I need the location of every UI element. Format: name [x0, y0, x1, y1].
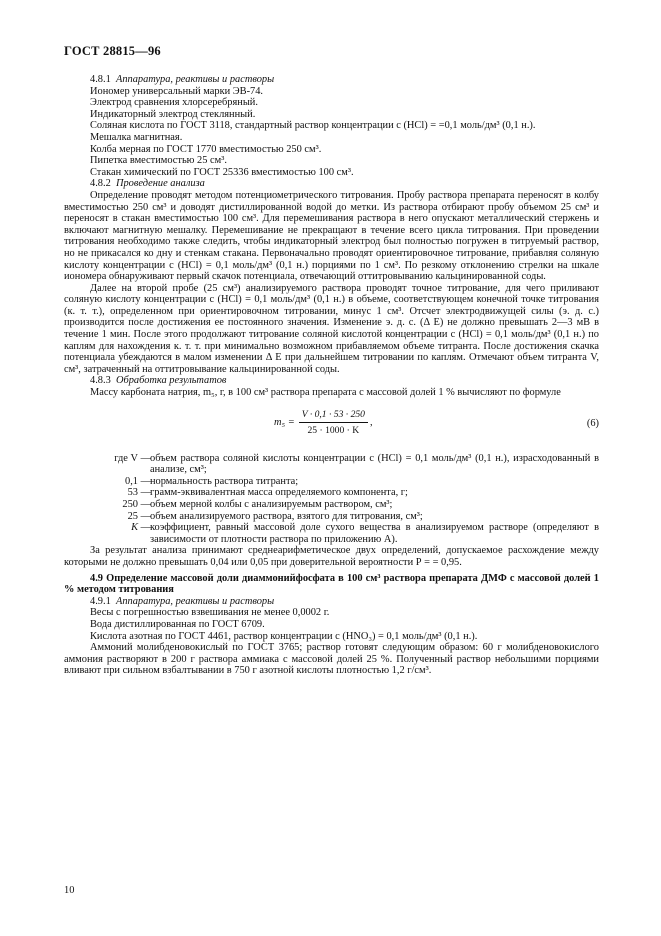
- equipment-item: Пипетка вместимостью 25 см³.: [90, 155, 227, 167]
- definition-row: 0,1 — нормальность раствора титранта;: [64, 476, 599, 488]
- paragraph: Далее на второй пробе (25 см³) анализируемого раствора проводят точное титрование, для чего приливают соляную кислоту концентрации с (НСl) = 0,1 моль/дм³ (0,1 н.) в объеме, соответствующем конечной точке титрования (к. т. т.), определенном при ориентировочном титровании, минус 1 см³. Отсчет электродвижущей силы (э. д. с.) производится после достижения ее постоянного значения. Изменение э. д. с. (Δ Е) не должно превышать 2—3 мВ в течение 1 мин. После этого продолжают титрование соляной кислотой концентрации с (НСl) = 0,1 моль/дм³ (0,1 н.) по каплям для нахождения к. т. т. при минимально возможном прибавляемом объеме титранта. После достижения скачка потенциала убеждаются в малом изменении Δ Е при дальнейшем титровании по каплям. Отмечают объем титранта V, см³, затраченный на оттитровывание кальцинированной соды.: [64, 282, 599, 375]
- section-number: 4.8.2: [90, 178, 111, 190]
- section-heading-4-8-3: [64, 375, 599, 387]
- definition-text: объем анализируемого раствора, взятого для титрования, см³;: [150, 510, 423, 522]
- section-heading-4-9-1: [64, 596, 599, 608]
- equipment-item: Индикаторный электрод стеклянный.: [90, 108, 256, 120]
- section-heading-4-8-2: [64, 178, 599, 190]
- formula-definitions: [64, 453, 599, 546]
- formula-fraction: [299, 409, 368, 437]
- section-title: Обработка результатов: [115, 375, 227, 387]
- formula-6: [64, 405, 599, 447]
- formula-denominator: 25 · 1000 · K: [307, 425, 360, 437]
- definition-symbol: 250: [122, 499, 138, 510]
- definition-row: 250 — объем мерной колбы с анализируемым раствором, см³;: [64, 499, 599, 511]
- section-number: 4.9.1: [90, 595, 111, 607]
- equipment-item: Электрод сравнения хлорсеребряный.: [90, 97, 258, 109]
- definition-text: грамм-эквивалентная масса определяемого компонента, г;: [150, 487, 408, 499]
- paragraph: Аммоний молибденовокислый по ГОСТ 3765; раствор готовят следующим образом: 60 г молибденовокислого аммония растворяют в 200 г раствора аммиака с массовой долей 25 %. Полученный раствор небольшими порциями вливают при сильном взбалтывании в 750 г азотной кислоты плотностью 1,2 г/см³.: [64, 642, 599, 677]
- section-number: 4.8.3: [90, 375, 111, 387]
- document-body: [64, 74, 599, 677]
- equipment-item: Мешалка магнитная.: [90, 131, 183, 143]
- formula-numerator: V · 0,1 · 53 · 250: [299, 409, 368, 424]
- section-title: Аппаратура, реактивы и растворы: [115, 74, 275, 85]
- section-number: 4.8.1: [90, 74, 111, 85]
- equipment-item: Вода дистиллированная по ГОСТ 6709.: [90, 618, 265, 630]
- definition-row: 25 — объем анализируемого раствора, взятого для титрования, см³;: [64, 511, 599, 523]
- equipment-item: Кислота азотная по ГОСТ 4461, раствор концентрации с (НNО₃) = 0,1 моль/дм³ (0,1 н.).: [90, 630, 478, 642]
- paragraph: Массу карбоната натрия, m₅, г, в 100 см³ раствора препарата с массовой долей 1 % вычисляют по формуле: [90, 387, 561, 399]
- paragraph: Определение проводят методом потенциометрического титрования. Пробу раствора препарата переносят в колбу вместимостью 250 см³ и доводят дистиллированной водой до метки. Из раствора отбирают пробу объемом 25 см³ и переносят в стакан вместимостью 100 см³. Для перемешивания раствора в него опускают металлический стержень и включают магнитную мешалку. Перемешивание не прекращают в течение всего цикла титрования. При проведении титрования необходимо также следить, чтобы индикаторный электрод был полностью погружен в титруемый раствор, но не прикасался ко дну и стенкам стакана. Первоначально проводят ориентировочное титрование, прибавляя соляную кислоту концентрации с (НСl) = 0,1 моль/дм³ (0,1 н.) порциями по 1 см³. По резкому отклонению стрелки на шкале иономера обнаруживают первый скачок потенциала, отвечающий оттитровыванию кальцинированной соды.: [64, 189, 599, 283]
- equipment-item: Стакан химический по ГОСТ 25336 вместимостью 100 см³.: [90, 166, 354, 178]
- formula-lhs: m₅ =: [274, 416, 295, 428]
- definition-symbol: 0,1: [125, 475, 138, 487]
- formula-tail: ,: [369, 416, 373, 428]
- equipment-item-acid: Соляная кислота по ГОСТ 3118, стандартный раствор концентрации с (НСl) = =0,1 моль/дм³ (0,1 н.).: [90, 120, 536, 132]
- page-number: 10: [64, 885, 75, 896]
- definition-symbol: K: [131, 522, 138, 534]
- section-heading-4-9: 4.9 Определение массовой доли диаммонийфосфата в 100 см³ раствора препарата ДМФ с массовой долей 1 % методом титрования: [64, 572, 599, 596]
- definition-text: коэффициент, равный массовой доле сухого вещества в анализируемом растворе (определяют в зависимости от плотности раствора по приложению А).: [150, 522, 599, 545]
- section-heading-4-8-1: [64, 74, 599, 86]
- formula-number: (6): [586, 417, 599, 429]
- equipment-item: Весы с погрешностью взвешивания не менее 0,0002 г.: [90, 607, 330, 619]
- definition-text: нормальность раствора титранта;: [150, 475, 299, 487]
- definition-row: где V — объем раствора соляной кислоты концентрации с (НСl) = 0,1 моль/дм³ (0,1 н.), израсходованный в анализе, см³;: [64, 453, 599, 476]
- paragraph: За результат анализа принимают среднеарифметическое двух определений, допускаемое расхождение между которыми не должно превышать 0,04 или 0,05 при доверительной вероятности Р = = 0,95.: [64, 545, 599, 568]
- document-title: ГОСТ 28815—96: [64, 44, 161, 58]
- definition-row: K — коэффициент, равный массовой доле сухого вещества в анализируемом растворе (определяют в зависимости от плотности раствора по приложению А).: [64, 522, 599, 545]
- definition-symbol: 25: [127, 510, 138, 522]
- definition-symbol: где V: [114, 452, 138, 464]
- definition-text: объем раствора соляной кислоты концентрации с (НСl) = 0,1 моль/дм³ (0,1 н.), израсходованный в анализе, см³;: [150, 452, 599, 476]
- section-title: Аппаратура, реактивы и растворы: [115, 595, 275, 607]
- definition-text: объем мерной колбы с анализируемым раствором, см³;: [150, 499, 393, 510]
- definition-row: 53 — грамм-эквивалентная масса определяемого компонента, г;: [64, 487, 599, 499]
- section-title: Проведение анализа: [115, 178, 205, 190]
- equipment-item: Колба мерная по ГОСТ 1770 вместимостью 250 см³.: [90, 143, 322, 155]
- definition-symbol: 53: [127, 487, 138, 499]
- equipment-item: Иономер универсальный марки ЭВ-74.: [90, 85, 264, 97]
